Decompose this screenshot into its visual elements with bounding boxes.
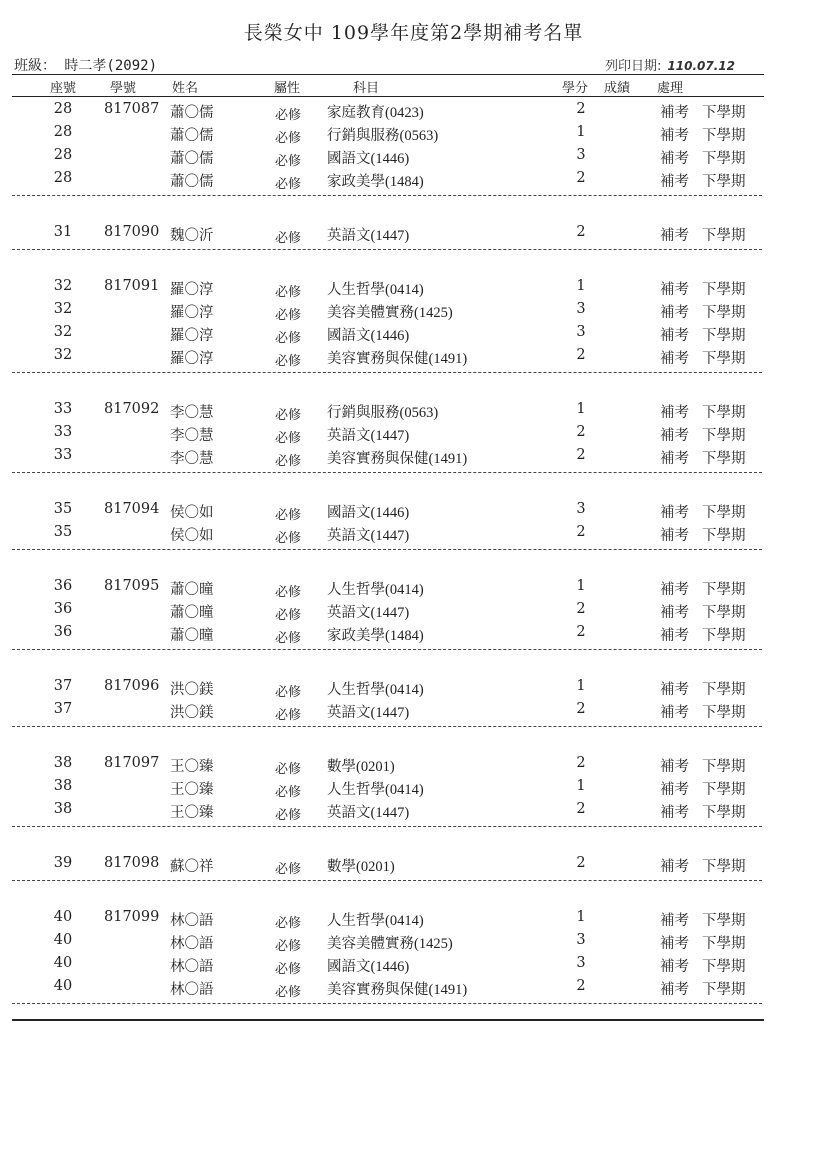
student-id-cell: 817087 [104, 101, 160, 117]
subject-cell: 美容實務與保健(1491) [327, 451, 468, 467]
subject-cell: 英語文(1447) [327, 805, 410, 821]
student-id-cell: 817098 [104, 855, 160, 871]
subject-cell: 國語文(1446) [327, 328, 410, 344]
header-score: 成績 [604, 81, 631, 96]
credits-cell: 2 [576, 347, 586, 363]
credits-cell: 2 [576, 801, 586, 817]
term-cell: 下學期 [702, 228, 746, 244]
action-cell: 補考 [660, 582, 689, 598]
credits-cell: 1 [576, 124, 586, 140]
action-cell: 補考 [660, 282, 689, 298]
subject-cell: 國語文(1446) [327, 151, 410, 167]
term-cell: 下學期 [702, 428, 746, 444]
table-row [0, 930, 827, 953]
group-gap [0, 650, 827, 676]
credits-cell: 3 [576, 324, 586, 340]
credits-cell: 1 [576, 278, 586, 294]
subject-cell: 人生哲學(0414) [327, 782, 424, 798]
credits-cell: 3 [576, 301, 586, 317]
action-cell: 補考 [660, 528, 689, 544]
term-cell: 下學期 [702, 982, 746, 998]
subject-cell: 數學(0201) [327, 759, 395, 775]
term-cell: 下學期 [702, 628, 746, 644]
type-cell: 必修 [275, 308, 302, 323]
subject-cell: 美容美體實務(1425) [327, 936, 453, 952]
credits-cell: 2 [576, 101, 586, 117]
action-cell: 補考 [660, 305, 689, 321]
name-cell: 侯〇如 [170, 505, 214, 521]
subject-cell: 國語文(1446) [327, 959, 410, 975]
term-cell: 下學期 [702, 105, 746, 121]
name-cell: 林〇語 [170, 913, 214, 929]
name-cell: 蕭〇曈 [170, 628, 214, 644]
table-row [0, 976, 827, 999]
seat-cell: 28 [53, 170, 73, 186]
type-cell: 必修 [275, 762, 302, 777]
seat-cell: 40 [53, 955, 73, 971]
name-cell: 羅〇淳 [170, 305, 214, 321]
subject-cell: 英語文(1447) [327, 605, 410, 621]
action-cell: 補考 [660, 705, 689, 721]
class-label: 班級： 時二孝(2092) [14, 58, 158, 74]
table-row [0, 99, 827, 122]
type-cell: 必修 [275, 631, 302, 646]
seat-cell: 28 [53, 101, 73, 117]
action-cell: 補考 [660, 782, 689, 798]
group-gap [0, 827, 827, 853]
name-cell: 王〇臻 [170, 782, 214, 798]
credits-cell: 2 [576, 424, 586, 440]
student-group [0, 222, 827, 276]
subject-cell: 英語文(1447) [327, 528, 410, 544]
subject-cell: 英語文(1447) [327, 705, 410, 721]
student-id-cell: 817090 [104, 224, 160, 240]
group-gap [0, 373, 827, 399]
seat-cell: 40 [53, 909, 73, 925]
print-date-label: 列印日期: [605, 59, 662, 74]
action-cell: 補考 [660, 759, 689, 775]
subject-cell: 人生哲學(0414) [327, 582, 424, 598]
type-cell: 必修 [275, 231, 302, 246]
credits-cell: 1 [576, 578, 586, 594]
term-cell: 下學期 [702, 936, 746, 952]
credits-cell: 3 [576, 501, 586, 517]
action-cell: 補考 [660, 228, 689, 244]
student-id-cell: 817097 [104, 755, 160, 771]
table-row [0, 853, 827, 876]
type-cell: 必修 [275, 708, 302, 723]
table-row [0, 622, 827, 645]
student-group [0, 853, 827, 907]
seat-cell: 39 [53, 855, 73, 871]
term-cell: 下學期 [702, 528, 746, 544]
seat-cell: 32 [53, 324, 73, 340]
name-cell: 蕭〇儒 [170, 105, 214, 121]
table-row [0, 222, 827, 245]
group-gap [0, 473, 827, 499]
seat-cell: 36 [53, 601, 73, 617]
term-cell: 下學期 [702, 805, 746, 821]
group-gap [0, 250, 827, 276]
student-id-cell: 817096 [104, 678, 160, 694]
term-cell: 下學期 [702, 151, 746, 167]
term-cell: 下學期 [702, 305, 746, 321]
subject-cell: 美容實務與保健(1491) [327, 351, 468, 367]
group-separator [12, 1003, 762, 1004]
term-cell: 下學期 [702, 328, 746, 344]
action-cell: 補考 [660, 913, 689, 929]
credits-cell: 3 [576, 955, 586, 971]
table-row [0, 345, 827, 368]
credits-cell: 2 [576, 601, 586, 617]
action-cell: 補考 [660, 805, 689, 821]
student-id-cell: 817099 [104, 909, 160, 925]
group-gap [0, 196, 827, 222]
subject-cell: 人生哲學(0414) [327, 682, 424, 698]
table-row [0, 399, 827, 422]
footer-rule [12, 1019, 764, 1021]
action-cell: 補考 [660, 328, 689, 344]
seat-cell: 40 [53, 932, 73, 948]
action-cell: 補考 [660, 428, 689, 444]
credits-cell: 2 [576, 524, 586, 540]
subject-cell: 家政美學(1484) [327, 628, 424, 644]
seat-cell: 38 [53, 801, 73, 817]
seat-cell: 38 [53, 778, 73, 794]
name-cell: 林〇語 [170, 982, 214, 998]
type-cell: 必修 [275, 508, 302, 523]
subject-cell: 行銷與服務(0563) [327, 128, 439, 144]
credits-cell: 2 [576, 170, 586, 186]
term-cell: 下學期 [702, 605, 746, 621]
action-cell: 補考 [660, 351, 689, 367]
credits-cell: 3 [576, 147, 586, 163]
student-id-cell: 817091 [104, 278, 160, 294]
header-seat: 座號 [50, 81, 77, 96]
term-cell: 下學期 [702, 451, 746, 467]
type-cell: 必修 [275, 331, 302, 346]
term-cell: 下學期 [702, 174, 746, 190]
type-cell: 必修 [275, 285, 302, 300]
action-cell: 補考 [660, 936, 689, 952]
name-cell: 李〇慧 [170, 428, 214, 444]
subject-cell: 行銷與服務(0563) [327, 405, 439, 421]
seat-cell: 28 [53, 124, 73, 140]
action-cell: 補考 [660, 405, 689, 421]
table-row [0, 422, 827, 445]
term-cell: 下學期 [702, 705, 746, 721]
table-row [0, 322, 827, 345]
term-cell: 下學期 [702, 782, 746, 798]
name-cell: 洪〇鎂 [170, 705, 214, 721]
table-row [0, 299, 827, 322]
credits-cell: 2 [576, 447, 586, 463]
student-id-cell: 817092 [104, 401, 160, 417]
subject-cell: 英語文(1447) [327, 228, 410, 244]
group-gap [0, 550, 827, 576]
header-subject: 科目 [353, 81, 380, 96]
name-cell: 蕭〇儒 [170, 174, 214, 190]
seat-cell: 32 [53, 301, 73, 317]
action-cell: 補考 [660, 859, 689, 875]
term-cell: 下學期 [702, 759, 746, 775]
type-cell: 必修 [275, 408, 302, 423]
seat-cell: 33 [53, 401, 73, 417]
type-cell: 必修 [275, 685, 302, 700]
table-row [0, 168, 827, 191]
type-cell: 必修 [275, 108, 302, 123]
type-cell: 必修 [275, 531, 302, 546]
name-cell: 蕭〇曈 [170, 605, 214, 621]
seat-cell: 35 [53, 501, 73, 517]
subject-cell: 家庭教育(0423) [327, 105, 424, 121]
student-group [0, 576, 827, 676]
subject-cell: 美容實務與保健(1491) [327, 982, 468, 998]
type-cell: 必修 [275, 177, 302, 192]
subject-cell: 人生哲學(0414) [327, 913, 424, 929]
name-cell: 羅〇淳 [170, 351, 214, 367]
type-cell: 必修 [275, 454, 302, 469]
name-cell: 魏〇沂 [170, 228, 214, 244]
group-gap [0, 881, 827, 907]
table-row [0, 676, 827, 699]
action-cell: 補考 [660, 628, 689, 644]
credits-cell: 2 [576, 224, 586, 240]
header-action: 處理 [657, 81, 684, 96]
credits-cell: 3 [576, 932, 586, 948]
subject-cell: 家政美學(1484) [327, 174, 424, 190]
table-row [0, 776, 827, 799]
table-row [0, 953, 827, 976]
student-id-cell: 817094 [104, 501, 160, 517]
seat-cell: 36 [53, 624, 73, 640]
name-cell: 王〇臻 [170, 759, 214, 775]
seat-cell: 31 [53, 224, 73, 240]
type-cell: 必修 [275, 354, 302, 369]
header-student-id: 學號 [110, 81, 137, 96]
table-row [0, 753, 827, 776]
name-cell: 侯〇如 [170, 528, 214, 544]
name-cell: 羅〇淳 [170, 328, 214, 344]
subject-cell: 英語文(1447) [327, 428, 410, 444]
term-cell: 下學期 [702, 505, 746, 521]
action-cell: 補考 [660, 505, 689, 521]
type-cell: 必修 [275, 985, 302, 1000]
type-cell: 必修 [275, 785, 302, 800]
table-row [0, 145, 827, 168]
name-cell: 李〇慧 [170, 405, 214, 421]
subject-cell: 國語文(1446) [327, 505, 410, 521]
type-cell: 必修 [275, 939, 302, 954]
print-date [605, 55, 735, 74]
type-cell: 必修 [275, 154, 302, 169]
student-group [0, 499, 827, 576]
table-header [0, 77, 827, 95]
credits-cell: 2 [576, 978, 586, 994]
type-cell: 必修 [275, 585, 302, 600]
action-cell: 補考 [660, 174, 689, 190]
name-cell: 羅〇淳 [170, 282, 214, 298]
term-cell: 下學期 [702, 913, 746, 929]
type-cell: 必修 [275, 916, 302, 931]
term-cell: 下學期 [702, 682, 746, 698]
student-group [0, 276, 827, 399]
table-row [0, 599, 827, 622]
table-row [0, 276, 827, 299]
name-cell: 洪〇鎂 [170, 682, 214, 698]
seat-cell: 33 [53, 424, 73, 440]
term-cell: 下學期 [702, 582, 746, 598]
type-cell: 必修 [275, 862, 302, 877]
credits-cell: 2 [576, 755, 586, 771]
name-cell: 蕭〇儒 [170, 128, 214, 144]
action-cell: 補考 [660, 682, 689, 698]
print-date-value: 110.07.12 [667, 59, 735, 73]
credits-cell: 1 [576, 778, 586, 794]
action-cell: 補考 [660, 151, 689, 167]
seat-cell: 37 [53, 701, 73, 717]
table-row [0, 799, 827, 822]
term-cell: 下學期 [702, 128, 746, 144]
table-body [0, 99, 827, 1004]
seat-cell: 33 [53, 447, 73, 463]
subject-cell: 人生哲學(0414) [327, 282, 424, 298]
header-credits: 學分 [562, 81, 589, 96]
student-group [0, 399, 827, 499]
type-cell: 必修 [275, 808, 302, 823]
credits-cell: 1 [576, 909, 586, 925]
table-row [0, 699, 827, 722]
table-row [0, 122, 827, 145]
credits-cell: 2 [576, 624, 586, 640]
action-cell: 補考 [660, 982, 689, 998]
seat-cell: 35 [53, 524, 73, 540]
table-row [0, 522, 827, 545]
term-cell: 下學期 [702, 405, 746, 421]
term-cell: 下學期 [702, 351, 746, 367]
name-cell: 李〇慧 [170, 451, 214, 467]
name-cell: 王〇臻 [170, 805, 214, 821]
name-cell: 蕭〇曈 [170, 582, 214, 598]
credits-cell: 2 [576, 855, 586, 871]
type-cell: 必修 [275, 131, 302, 146]
student-id-cell: 817095 [104, 578, 160, 594]
name-cell: 蕭〇儒 [170, 151, 214, 167]
seat-cell: 37 [53, 678, 73, 694]
group-gap [0, 727, 827, 753]
seat-cell: 32 [53, 347, 73, 363]
type-cell: 必修 [275, 962, 302, 977]
student-group [0, 753, 827, 853]
header-type: 屬性 [274, 81, 301, 96]
student-group [0, 676, 827, 753]
action-cell: 補考 [660, 451, 689, 467]
credits-cell: 1 [576, 678, 586, 694]
table-row [0, 907, 827, 930]
header-top-rule [12, 74, 764, 75]
header-name: 姓名 [172, 81, 199, 96]
student-group [0, 99, 827, 222]
term-cell: 下學期 [702, 859, 746, 875]
term-cell: 下學期 [702, 959, 746, 975]
action-cell: 補考 [660, 605, 689, 621]
name-cell: 蘇〇祥 [170, 859, 214, 875]
seat-cell: 32 [53, 278, 73, 294]
table-row [0, 499, 827, 522]
action-cell: 補考 [660, 128, 689, 144]
type-cell: 必修 [275, 608, 302, 623]
credits-cell: 2 [576, 701, 586, 717]
document-title: 長榮女中 109學年度第2學期補考名單 [243, 22, 584, 44]
action-cell: 補考 [660, 959, 689, 975]
term-cell: 下學期 [702, 282, 746, 298]
name-cell: 林〇語 [170, 959, 214, 975]
header-bottom-rule [12, 96, 764, 97]
type-cell: 必修 [275, 431, 302, 446]
credits-cell: 1 [576, 401, 586, 417]
seat-cell: 38 [53, 755, 73, 771]
table-row [0, 445, 827, 468]
name-cell: 林〇語 [170, 936, 214, 952]
action-cell: 補考 [660, 105, 689, 121]
subject-cell: 數學(0201) [327, 859, 395, 875]
seat-cell: 36 [53, 578, 73, 594]
seat-cell: 28 [53, 147, 73, 163]
student-group [0, 907, 827, 1004]
table-row [0, 576, 827, 599]
seat-cell: 40 [53, 978, 73, 994]
subject-cell: 美容美體實務(1425) [327, 305, 453, 321]
